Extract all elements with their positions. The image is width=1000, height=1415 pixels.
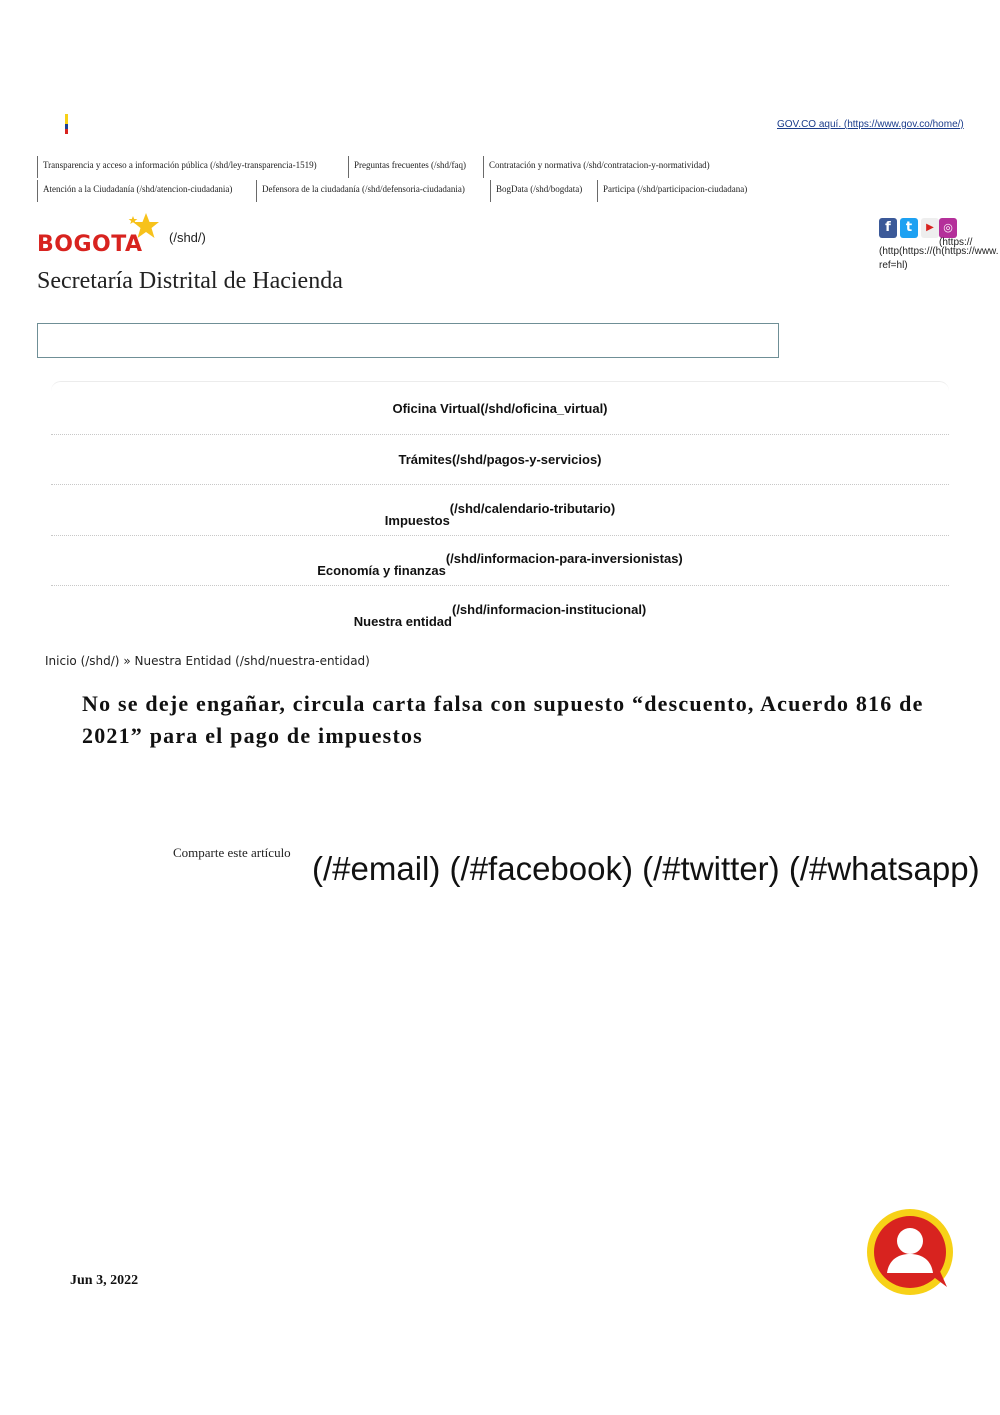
nav-divider <box>51 585 949 586</box>
facebook-icon[interactable]: f <box>879 218 897 238</box>
logo-star-icon <box>129 212 163 242</box>
breadcrumb-current[interactable]: Nuestra Entidad (/shd/nuestra-entidad) <box>134 654 370 668</box>
youtube-icon[interactable]: ▶ <box>921 218 939 238</box>
nav-label: Trámites <box>398 452 452 467</box>
nav-href: (/shd/informacion-institucional) <box>451 602 647 617</box>
top-link-participa[interactable]: Participa (/shd/participacion-ciudadana) <box>597 180 747 202</box>
main-nav <box>51 381 949 636</box>
nav-href: (/shd/pagos-y-servicios) <box>451 452 602 467</box>
top-link-transparencia[interactable]: Transparencia y acceso a información pública (/shd/ley-transparencia-1519) <box>37 156 317 178</box>
nav-item-nuestra-entidad[interactable] <box>51 602 949 629</box>
logo-wordmark: BOGOTA <box>37 232 143 257</box>
nav-divider <box>51 434 949 435</box>
nav-label: Oficina Virtual <box>392 401 481 416</box>
nav-href: (/shd/calendario-tributario) <box>449 501 616 516</box>
nav-item-impuestos[interactable] <box>51 501 949 528</box>
share-twitter-link[interactable]: (/#twitter) <box>642 850 780 887</box>
nav-href: (/shd/oficina_virtual) <box>480 401 608 416</box>
breadcrumb-home[interactable]: Inicio (/shd/) <box>45 654 120 668</box>
nav-item-tramites[interactable] <box>51 452 949 467</box>
share-email-link[interactable]: (/#email) <box>312 850 441 887</box>
social-links <box>879 218 999 278</box>
nav-href: (/shd/informacion-para-inversionistas) <box>445 551 683 566</box>
nav-label: Impuestos <box>384 513 450 528</box>
search-input[interactable] <box>37 323 779 358</box>
gov-co-link[interactable]: GOV.CO aquí. (https://www.gov.co/home/) <box>777 119 964 130</box>
top-link-atencion[interactable]: Atención a la Ciudadanía (/shd/atencion-ciudadania) <box>37 180 232 202</box>
social-link-text-1[interactable]: (https:// <box>939 237 973 248</box>
top-link-contratacion[interactable]: Contratación y normativa (/shd/contratacion-y-normatividad) <box>483 156 710 178</box>
site-title: Secretaría Distrital de Hacienda <box>37 268 343 294</box>
nav-divider <box>51 535 949 536</box>
social-link-text-3[interactable]: ref=hl) <box>879 260 908 271</box>
chat-widget-button[interactable] <box>865 1207 955 1297</box>
share-label: Comparte este artículo <box>173 845 291 860</box>
nav-divider <box>51 484 949 485</box>
share-links <box>312 850 980 888</box>
nav-item-oficina-virtual[interactable] <box>51 401 949 416</box>
breadcrumb <box>45 654 370 668</box>
top-link-bogdata[interactable]: BogData (/shd/bogdata) <box>490 180 582 202</box>
share-facebook-link[interactable]: (/#facebook) <box>449 850 633 887</box>
social-link-text-2[interactable]: (http(https://(h(https://www. <box>879 246 999 257</box>
twitter-icon[interactable]: t <box>900 218 918 238</box>
share-whatsapp-link[interactable]: (/#whatsapp) <box>788 850 980 887</box>
logo-link-text[interactable]: (/shd/) <box>169 230 206 245</box>
breadcrumb-separator: » <box>123 654 131 668</box>
instagram-icon[interactable]: ◎ <box>939 218 957 238</box>
nav-item-economia[interactable] <box>51 551 949 578</box>
colombia-flag-icon <box>65 114 68 134</box>
top-link-defensora[interactable]: Defensora de la ciudadanía (/shd/defensoria-ciudadania) <box>256 180 465 202</box>
article-title: No se deje engañar, circula carta falsa con supuesto “descuento, Acuerdo 816 de 2021” para el pago de impuestos <box>82 691 924 748</box>
article-date: Jun 3, 2022 <box>70 1273 139 1288</box>
top-link-preguntas[interactable]: Preguntas frecuentes (/shd/faq) <box>348 156 466 178</box>
nav-label: Economía y finanzas <box>317 563 446 578</box>
nav-label: Nuestra entidad <box>353 614 452 629</box>
user-chat-icon <box>865 1207 955 1297</box>
